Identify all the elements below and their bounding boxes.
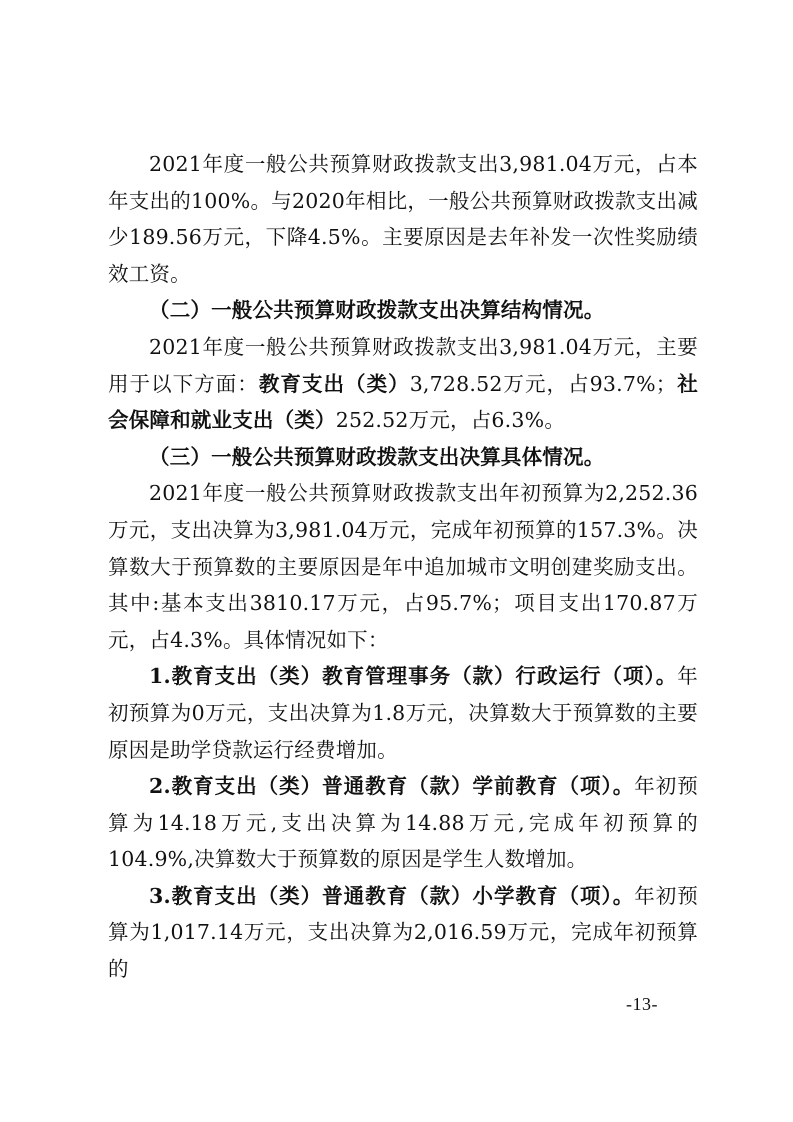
- social-security-amount: 252.52万元，占6.3%。: [335, 408, 566, 433]
- structure-intro: 2021年度一般公共预算财政拨款支出3,981.04万元，主要用于以下方面：: [108, 334, 698, 396]
- item-primary-school-title: 3.教育支出（类）普通教育（款）小学教育（项）。: [149, 883, 635, 908]
- item-administration: [108, 658, 698, 768]
- item-primary-school: [108, 878, 698, 988]
- page-number: -13-: [626, 994, 658, 1014]
- social-security-category-label: 社会保障和就业支出（类）: [108, 371, 699, 433]
- item-preschool-title: 2.教育支出（类）普通教育（款）学前教育（项）。: [149, 774, 635, 799]
- item-primary-school-text: 年初预算为1,017.14万元，支出决算为2,016.59万元，完成年初预算的: [108, 883, 698, 982]
- item-preschool: [108, 768, 698, 878]
- section-heading-details: （三）一般公共预算财政拨款支出决算具体情况。: [149, 444, 605, 469]
- item-preschool-text: 年初预算为14.18万元,支出决算为14.88万元,完成年初预算的104.9%,决算数大于预算数的原因是学生人数增加。: [108, 774, 698, 872]
- item-administration-text: 年初预算为0万元，支出决算为1.8万元，决算数大于预算数的主要原因是助学贷款运行经费增加。: [108, 664, 698, 762]
- item-administration-title: 1.教育支出（类）教育管理事务（款）行政运行（项）。: [149, 664, 678, 689]
- document-body: [108, 146, 698, 988]
- paragraph-total-expenditure: 2021年度一般公共预算财政拨款支出3,981.04万元，占本年支出的100%。与2020年相比，一般公共预算财政拨款支出减少189.56万元，下降4.5%。主要原因是去年补发一次性奖励绩效工资。: [108, 152, 698, 286]
- paragraph-structure: [108, 329, 698, 439]
- education-amount: 3,728.52万元，占93.7%；: [409, 371, 677, 396]
- paragraph-details: 2021年度一般公共预算财政拨款支出年初预算为2,252.36万元，支出决算为3,981.04万元，完成年初预算的157.3%。决算数大于预算数的主要原因是年中追加城市文明创建奖励支出。其中:基本支出3810.17万元，占95.7%；项目支出170.87万元，占4.3%。具体情况如下：: [108, 481, 698, 652]
- education-category-label: 教育支出（类）: [258, 371, 410, 396]
- section-heading-structure: （二）一般公共预算财政拨款支出决算结构情况。: [149, 298, 605, 323]
